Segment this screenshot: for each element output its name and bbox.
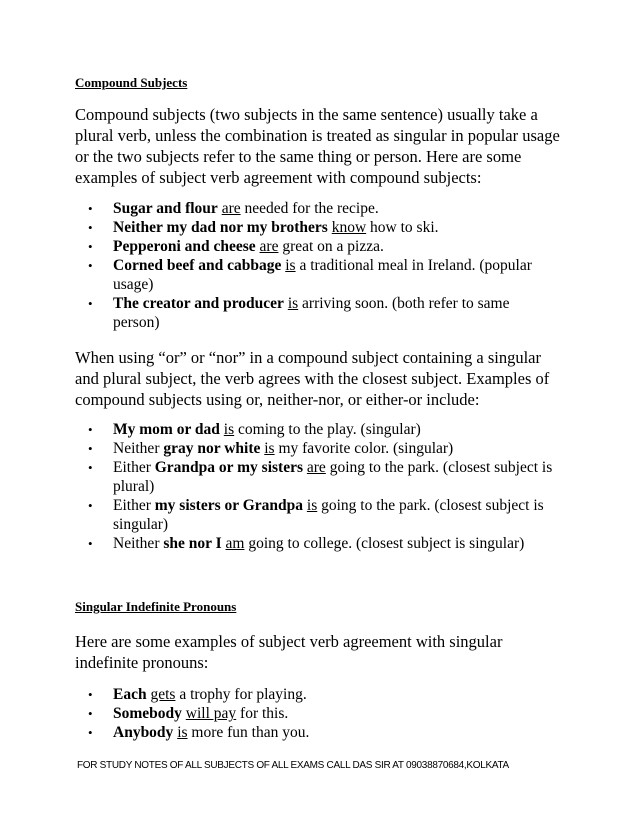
example-subject: Neither my dad nor my brothers [113,219,328,236]
bullet-icon: • [88,258,93,273]
bullet-icon: • [88,687,93,702]
list-item [88,458,558,496]
list-item [88,496,558,534]
example-verb: am [225,535,245,552]
example-verb: is [306,497,318,514]
example-verb: is [264,440,275,457]
example-subject: The creator and producer [113,295,284,312]
list-item [88,218,558,237]
example-rest: for this. [236,705,289,722]
example-rest: going to the park. (closest subject is singular) [113,497,544,533]
list-item [88,704,558,723]
bullet-icon: • [88,725,93,740]
bullet-icon: • [88,220,93,235]
bullet-icon: • [88,706,93,721]
compound-subjects-example-list [88,199,558,332]
list-item [88,439,558,458]
bullet-icon: • [88,296,93,311]
list-item [88,256,558,294]
example-subject: gray nor white [163,440,261,457]
example-verb: is [287,295,299,312]
example-prefix: Neither [113,535,164,552]
example-verb: are [221,200,241,217]
bullet-icon: • [88,460,93,475]
list-item [88,199,558,218]
example-subject: she nor I [163,535,222,552]
example-rest: coming to the play. (singular) [234,421,421,438]
list-item [88,685,558,704]
example-subject: Corned beef and cabbage [113,257,282,274]
example-subject: My mom or dad [113,421,220,438]
indefinite-pronouns-intro: Here are some examples of subject verb agreement with singular indefinite pronouns: [75,632,503,672]
bullet-icon: • [88,422,93,437]
compound-subjects-intro: Compound subjects (two subjects in the same sentence) usually take a plural verb, unless the combination is treated as singular in popular usage or the two subjects refer to the same thing or person. Here are some examples of subject verb agreement with compound subjects: [75,105,560,187]
example-rest: my favorite color. (singular) [274,440,454,457]
list-item [88,294,558,332]
example-prefix: Either [113,497,155,514]
example-rest: going to college. (closest subject is singular) [244,535,525,552]
indefinite-pronouns-example-list [88,685,558,742]
bullet-icon: • [88,239,93,254]
example-verb: is [177,724,188,741]
list-item [88,420,558,439]
example-verb: is [223,421,235,438]
example-verb: are [259,238,279,255]
example-subject: Pepperoni and cheese [113,238,256,255]
example-subject: Somebody [113,705,182,722]
example-verb: will pay [185,705,237,722]
example-subject: Anybody [113,724,174,741]
example-rest: a traditional meal in Ireland. (popular usage) [113,257,532,293]
section-heading-singular-indefinite-pronouns: Singular Indefinite Pronouns [75,599,237,614]
example-rest: arriving soon. (both refer to same person) [113,295,510,331]
example-verb: is [285,257,296,274]
or-nor-explanation: When using “or” or “nor” in a compound subject containing a singular and plural subject, the verb agrees with the closest subject. Examples of compound subjects using or, neither-nor, or either-or include: [75,348,550,409]
example-subject: Sugar and flour [113,200,218,217]
example-prefix: Neither [113,440,164,457]
example-subject: Each [113,686,147,703]
list-item [88,723,558,742]
example-rest: needed for the recipe. [240,200,379,217]
section-heading-compound-subjects: Compound Subjects [75,75,188,90]
example-rest: going to the park. (closest subject is plural) [113,459,553,495]
or-nor-example-list [88,420,558,553]
bullet-icon: • [88,536,93,551]
example-verb: know [331,219,367,236]
bullet-icon: • [88,498,93,513]
bullet-icon: • [88,201,93,216]
example-subject: Grandpa or my sisters [154,459,304,476]
example-subject: my sisters or Grandpa [154,497,304,514]
example-rest: a trophy for playing. [175,686,307,703]
example-rest: more fun than you. [187,724,310,741]
example-rest: great on a pizza. [278,238,384,255]
example-verb: are [306,459,326,476]
example-rest: how to ski. [366,219,439,236]
list-item [88,534,558,553]
footer-note: FOR STUDY NOTES OF ALL SUBJECTS OF ALL EXAMS CALL DAS SIR AT 09038870684,KOLKATA [77,760,509,771]
bullet-icon: • [88,441,93,456]
example-verb: gets [150,686,176,703]
example-prefix: Either [113,459,155,476]
list-item [88,237,558,256]
